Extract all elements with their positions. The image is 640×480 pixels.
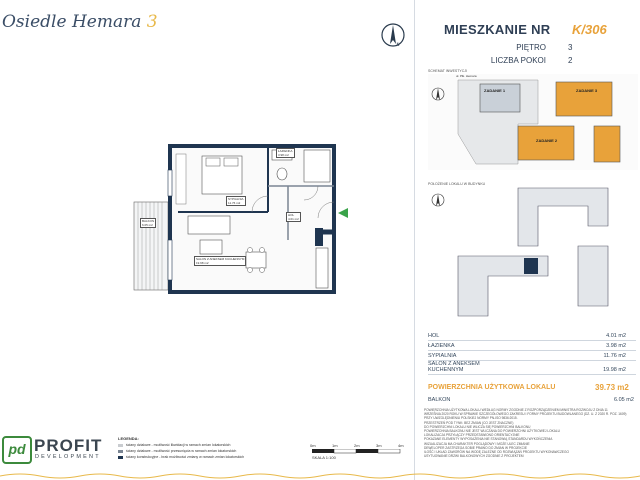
development-title: Osiedle Hemara 3 (2, 12, 158, 32)
plan-tag-bathroom: ŁAZIENKA 3.98 m2 (278, 149, 293, 157)
legend-item: ściany konstrukcyjne - brak możliwości zmiany w ramach zmian lokatorskich (118, 455, 244, 459)
legend-title: LEGENDA: (118, 436, 139, 441)
north-arrow-icon (380, 22, 406, 48)
company-name: PROFIT (34, 436, 103, 455)
plan-tag-bedroom: SYPIALNIA 11.76 m2 (228, 197, 244, 205)
site-plan (428, 74, 638, 170)
svg-text:N: N (396, 42, 400, 47)
logo-mark-icon: pd (2, 436, 32, 464)
plan-tag-hall: HOL 4.01 m2 (288, 213, 299, 221)
location-plan (428, 186, 638, 320)
apartment-label: MIESZKANIE NR (444, 22, 551, 37)
floor-plan (128, 140, 358, 300)
street-name: ul. Płk. Hemara (456, 74, 477, 78)
balcony-value: 6.05 m2 (614, 397, 634, 403)
notes: POWIERZCHNIA UŻYTKOWA LOKALU WEDŁUG NORMY ZGODNIE Z ROZPORZĄDZENIEM MINISTRA ROZWOJU Z DNIA 11 WRZEŚNIA 2020 ROKU W SPRAWIE SZCZEGÓŁOWEGO ZAKRESU I FORMY PROJEKTU BUDOWLANEGO (DZ. U. Z 2020 R. POZ. 1609) PRZY UWZGLĘDNIENIU POLSKIEJ NORMY PN-ISO 9836:2015. PRZESTRZEŃ POD TYNK: BEZ ZMIAN (CO JEST ZNACZNE) DO POWIERZCHNI LOKALU NIE WLICZA SIĘ POWIERZCHNI BALKONU POWIERZCHNIA BALKONU NIE JEST WLICZANA DO POWIERZCHNI UŻYTKOWEJ LOKALU LOKALIZACJA PRZYŁĄCZY PRZEDSTAWIONO ORIENTACYJNIE POKAZANE ELEMENTY WYPOSAŻENIA NIE STANOWIĄ STANDARDU WYKOŃCZENIA WIZUALIZACJA MA CHARAKTER POGLĄDOWY I MOŻE ULEC ZMIANIE DEWELOPER ZASTRZEGA SOBIE PRAWO DO ZMIAN W PROJEKCIE ILOŚĆ I UKŁAD ZAWORÓW NA WODĘ ZALEŻNE OD ROZWIĄZAŃ PROJEKTU WYKONAWCZEGO USYTUOWANIE DRZWI BALKONOWYCH ZGODNIE Z PROJEKTEM (424, 408, 627, 459)
room-row-bathroom: ŁAZIENKA 3.98 m2 (428, 340, 636, 351)
rooms-value: 2 (568, 56, 573, 65)
scale-tick: 1m (332, 443, 338, 448)
balcony-label: BALKON (428, 397, 451, 403)
location-plan-label: POŁOŻENIE LOKALU W BUDYNKU (428, 182, 486, 186)
floor-value: 3 (568, 43, 573, 52)
site-plan-label: SCHEMAT INWESTYCJI (428, 69, 467, 73)
room-row-hall: HOL 4.01 m2 (428, 330, 636, 341)
building-label-2: ZADANIE 2 (536, 138, 558, 143)
scale-label: SKALA 1:100 (312, 455, 336, 460)
scale-tick: 2m (354, 443, 360, 448)
building-label-1: ZADANIE 1 (484, 88, 506, 93)
total-area-label: POWIERZCHNIA UŻYTKOWA LOKALU (428, 384, 556, 391)
scale-tick: 0m (310, 443, 316, 448)
legend-item: ściany działowe - możliwość likwidacji w ramach zmian lokatorskich (118, 443, 230, 447)
panel-divider (414, 0, 415, 480)
entrance-arrow-icon (338, 208, 348, 218)
apartment-code: K/306 (572, 22, 607, 37)
plan-tag-balcony: BALKON 6.05 m2 (142, 219, 155, 227)
scale-tick: 4m (398, 443, 404, 448)
room-row-bedroom: SYPIALNIA 11.76 m2 (428, 350, 636, 361)
company-subtitle: DEVELOPMENT (35, 454, 101, 460)
scale-tick: 3m (376, 443, 382, 448)
decorative-stripe (0, 472, 640, 480)
total-area-value: 39.73 m2 (595, 383, 629, 392)
scale-bar (312, 449, 402, 454)
room-row-living: SALON Z ANEKSEM KUCHENNYM 19.98 m2 (428, 362, 636, 375)
plan-tag-living: SALON Z ANEKSEM KUCHENNYM 19.98 m2 (196, 257, 245, 265)
floor-label: PIĘTRO (516, 43, 546, 52)
building-label-3: ZADANIE 3 (576, 88, 598, 93)
rooms-label: LICZBA POKOI (490, 56, 546, 65)
legend-item: ściany działowe - możliwość przesunięcia w ramach zmian lokatorskich (118, 449, 236, 453)
development-title-number: 3 (146, 12, 158, 32)
